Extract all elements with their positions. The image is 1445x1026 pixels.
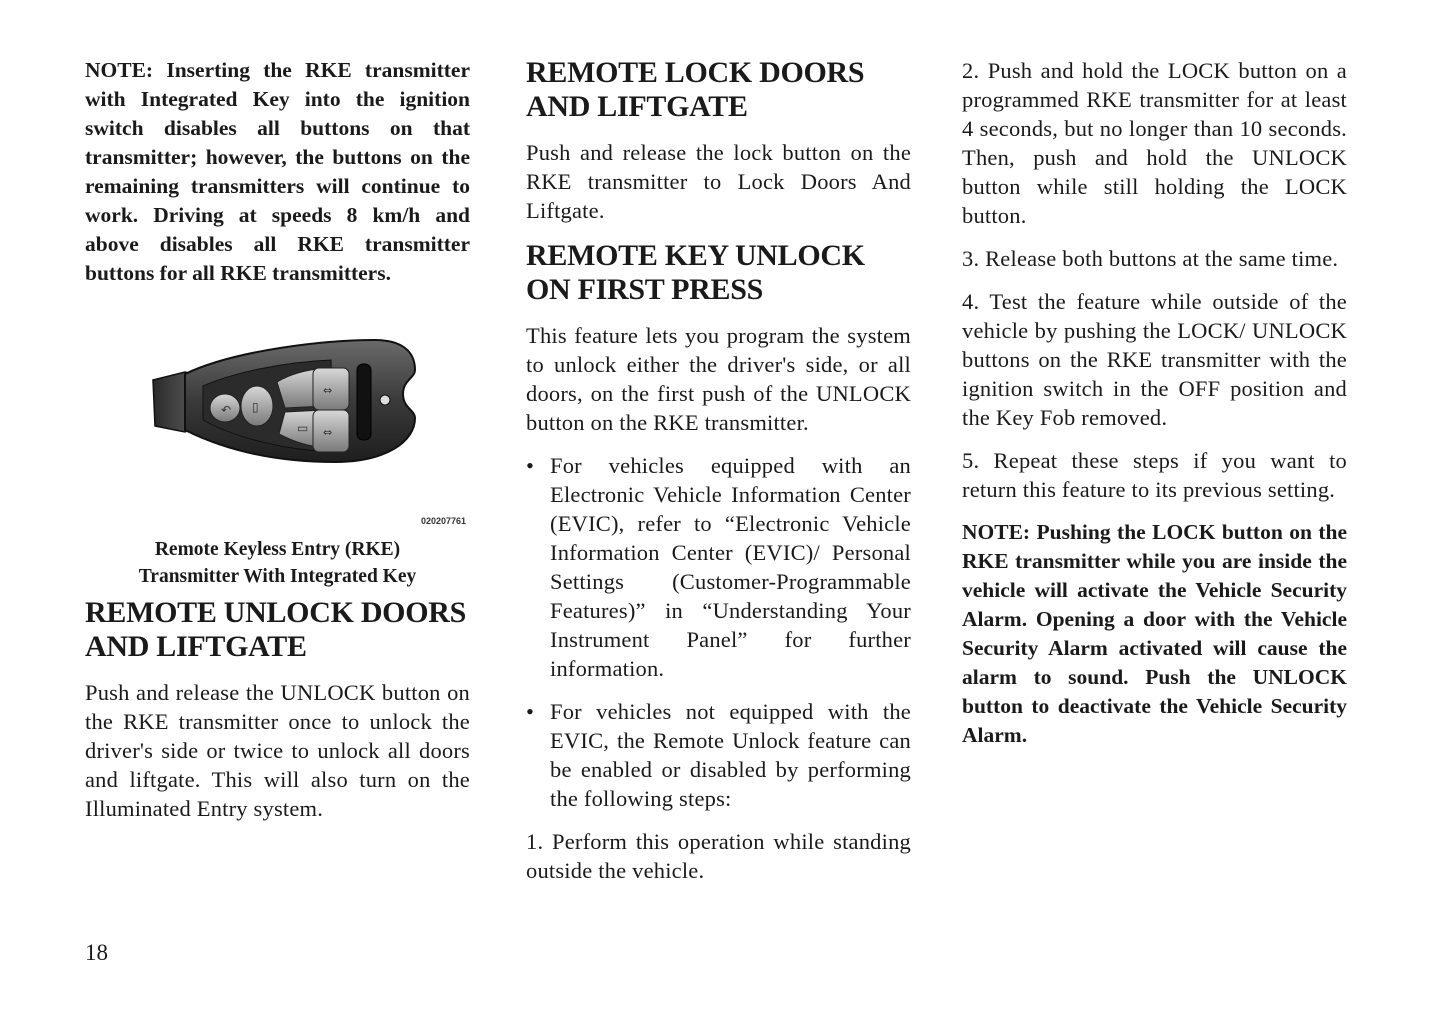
svg-text:⇔: ⇔ bbox=[323, 426, 333, 439]
note-ignition: NOTE: Inserting the RKE transmitter with Integrated Key into the ignition switch disables all buttons on that transmitter; however, the buttons on the remaining transmitters will continue to work. Driving at speeds 8 km/h and above disables all RKE transmitter buttons for all RKE transmitters. bbox=[85, 58, 470, 285]
caption-line-2: Transmitter With Integrated Key bbox=[138, 566, 417, 587]
heading-remote-lock: REMOTE LOCK DOORS AND LIFTGATE bbox=[526, 56, 865, 123]
para-remote-lock: Push and release the lock button on the RKE transmitter to Lock Doors And Liftgate. bbox=[526, 140, 911, 223]
rke-transmitter-figure bbox=[85, 310, 470, 532]
svg-text:↶: ↶ bbox=[221, 403, 232, 417]
page-number: 18 bbox=[85, 940, 108, 965]
bullet-icon: • bbox=[526, 699, 535, 724]
bullet-icon: • bbox=[526, 453, 535, 478]
step-4: 4. Test the feature while outside of the vehicle by pushing the LOCK/ UNLOCK buttons on the RKE transmitter with the ignition switch in the OFF position and the Key Fob removed. bbox=[962, 289, 1347, 430]
list-item bbox=[526, 451, 911, 683]
left-column bbox=[85, 56, 470, 823]
para-first-press: This feature lets you program the system to unlock either the driver's side, or all doors, on the first push of the UNLOCK button on the RKE transmitter. bbox=[526, 323, 911, 435]
figure-caption bbox=[85, 536, 470, 590]
step-2: 2. Push and hold the LOCK button on a programmed RKE transmitter for at least 4 seconds, but no longer than 10 seconds. Then, push and hold the UNLOCK button while still holding the LOCK button. bbox=[962, 58, 1347, 228]
step-5: 5. Repeat these steps if you want to return this feature to its previous setting. bbox=[962, 448, 1347, 502]
step-3: 3. Release both buttons at the same time. bbox=[962, 246, 1339, 271]
figure-id: 020207761 bbox=[420, 516, 466, 526]
bullet-text-no-evic: For vehicles not equipped with the EVIC, the Remote Unlock feature can be enabled or disabled by performing the following steps: bbox=[550, 699, 911, 811]
heading-first-press: REMOTE KEY UNLOCK ON FIRST PRESS bbox=[526, 239, 865, 306]
svg-text:▯: ▯ bbox=[252, 400, 259, 414]
key-fob-illustration bbox=[85, 310, 470, 532]
bullet-list bbox=[526, 451, 911, 813]
note-security-alarm: NOTE: Pushing the LOCK button on the RKE transmitter while you are inside the vehicle will activate the Vehicle Security Alarm. Opening a door with the Vehicle Security Alarm activated will cause the alarm to sound. Push the UNLOCK button to deactivate the Vehicle Security Alarm. bbox=[962, 520, 1347, 747]
para-remote-unlock: Push and release the UNLOCK button on the RKE transmitter once to unlock the driver's side or twice to unlock all doors and liftgate. This will also turn on the Illuminated Entry system. bbox=[85, 680, 470, 821]
caption-line-1: Remote Keyless Entry (RKE) bbox=[154, 539, 401, 560]
svg-text:▭: ▭ bbox=[297, 421, 309, 435]
svg-text:⇔: ⇔ bbox=[323, 384, 333, 397]
middle-column bbox=[526, 56, 911, 885]
heading-remote-unlock: REMOTE UNLOCK DOORS AND LIFTGATE bbox=[85, 596, 467, 663]
list-item bbox=[526, 697, 911, 813]
right-column bbox=[962, 56, 1347, 750]
bullet-text-evic: For vehicles equipped with an Electronic Vehicle Information Center (EVIC), refer to “Electronic Vehicle Information Center (EVIC)/ Personal Settings (Customer-Programmable Features)” in “Understanding Your Instrument Panel” for further information. bbox=[550, 453, 911, 681]
step-1: 1. Perform this operation while standing outside the vehicle. bbox=[526, 829, 911, 883]
